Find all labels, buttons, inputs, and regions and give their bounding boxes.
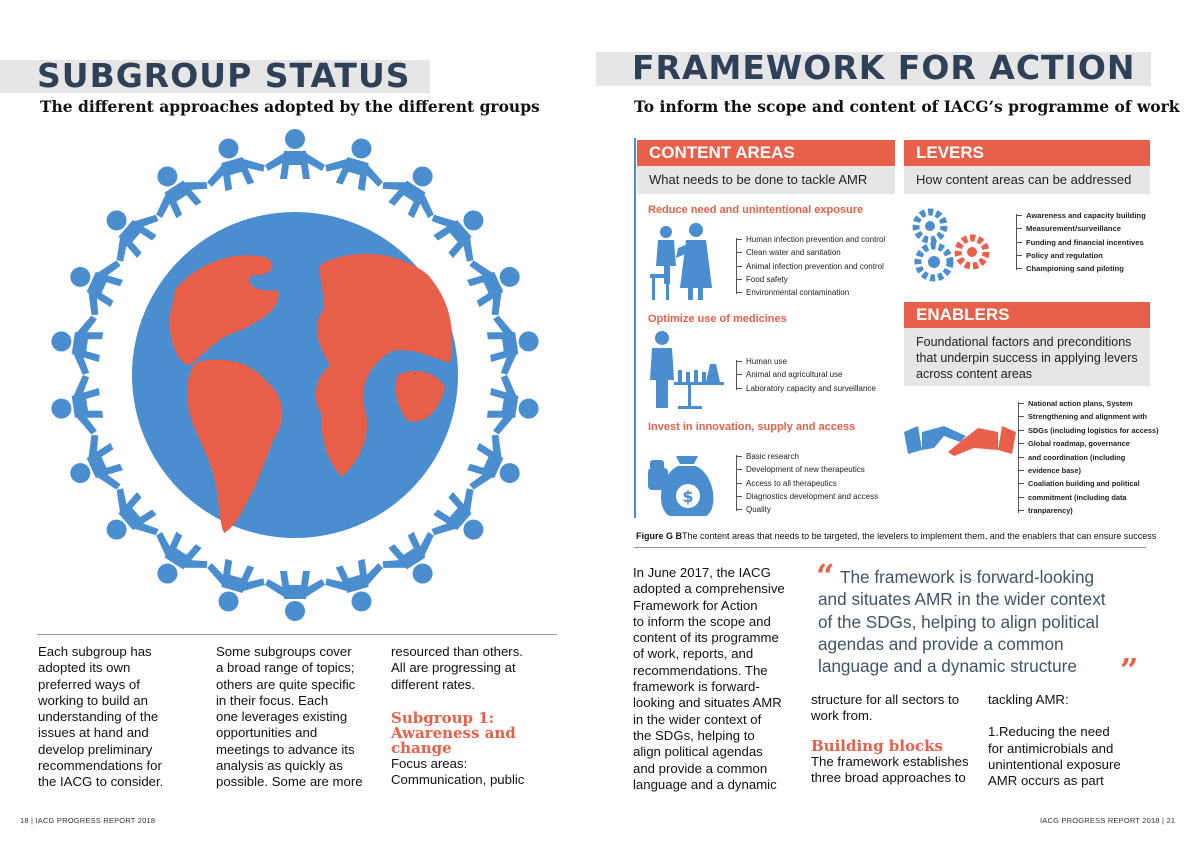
paper-person xyxy=(376,152,454,226)
paper-person xyxy=(376,524,454,598)
paper-person xyxy=(197,130,269,195)
content-areas-rule xyxy=(634,138,636,518)
content-areas-sub: What needs to be done to tackle AMR xyxy=(637,166,895,194)
left-page-subtitle: The different approaches adopted by the different groups xyxy=(40,97,540,116)
paper-person xyxy=(137,524,215,598)
lab-scientist-icon xyxy=(648,330,728,410)
paper-person xyxy=(485,310,543,377)
paper-person xyxy=(265,571,325,621)
pull-quote: The framework is forward-looking and situates AMR in the wider context of the SDGs, helping to align political agendas and provide a common language and a dynamic structure xyxy=(818,567,1106,677)
svg-text:$: $ xyxy=(682,487,694,506)
left-page-title: SUBGROUP STATUS xyxy=(37,56,411,95)
left-divider xyxy=(37,634,557,635)
levers-header: LEVERS xyxy=(904,140,1150,166)
figure-caption: Figure G BThe content areas that needs to be targeted, the levelers to implement them, and the enablers that can ensure success xyxy=(636,531,1157,541)
open-quote-mark: “ xyxy=(816,557,835,595)
right-footer: IACG PROGRESS REPORT 2018 | 21 xyxy=(1040,816,1176,825)
right-col2: structure for all sectors to work from. Building blocks The framework establishes three broad approaches to xyxy=(811,692,981,786)
invest-innovation-items: Basic research Development of new therapeutics Access to all therapeutics Diagnostics development and access Quality xyxy=(736,450,878,516)
left-col1: Each subgroup has adopted its own preferred ways of working to build an understanding of the issues at hand and develop preliminary recommendations for the IACG to consider. xyxy=(38,644,164,790)
levers-sub: How content areas can be addressed xyxy=(904,166,1150,194)
paper-person xyxy=(197,555,269,620)
paper-person xyxy=(424,481,501,559)
optimize-medicines-items: Human use Animal and agricultural use Laboratory capacity and surveillance xyxy=(736,355,876,395)
reduce-need-items: Human infection prevention and control Clean water and sanitation Animal infection prevention and control Food safety Environmental contamination xyxy=(736,233,885,299)
paper-person xyxy=(321,130,393,195)
content-areas-header: CONTENT AREAS xyxy=(637,140,895,166)
paper-person xyxy=(89,191,166,269)
paper-person xyxy=(47,373,105,440)
handshake-icon xyxy=(904,420,1016,460)
building-blocks-heading: Building blocks xyxy=(811,736,943,755)
section-invest-innovation: Invest in innovation, supply and access xyxy=(648,421,856,433)
subgroup-1-heading: Subgroup 1: xyxy=(391,708,495,727)
levers-items: Awareness and capacity building Measurement/surveillance Funding and financial incentives Policy and regulation Championing sand piloting xyxy=(1016,209,1146,275)
paper-person xyxy=(321,555,393,620)
right-page-subtitle: To inform the scope and content of IACG’s programme of work xyxy=(634,97,1180,116)
section-reduce-need: Reduce need and unintentional exposure xyxy=(648,204,864,216)
gears-icon xyxy=(904,204,996,286)
section-optimize-medicines: Optimize use of medicines xyxy=(648,313,787,325)
paper-person xyxy=(47,310,105,377)
paper-person xyxy=(89,481,166,559)
enablers-header: ENABLERS xyxy=(904,302,1150,328)
money-bag-icon xyxy=(648,440,728,520)
right-col1: In June 2017, the IACG adopted a comprehensive Framework for Action to inform the scope and content of its programme of work, reports, and recommendations. The framework is forward- looking and situates AMR in the wider context of the SDGs, helping to align political agendas and provide a common language and a dynamic xyxy=(633,565,785,792)
left-col3: resourced than others. All are progressing at different rates. Subgroup 1: Awareness and change Focus areas: Communication, public xyxy=(391,644,561,788)
globe-people-illustration xyxy=(20,125,560,625)
left-col2: Some subgroups cover a broad range of topics; others are quite specific in their focus. Each one leverages existing opportunities and meetings to advance its analysis as quickly as possible. Some are more xyxy=(216,644,363,790)
paper-person xyxy=(265,129,325,179)
paper-person xyxy=(485,373,543,440)
enablers-items: National action plans, System Strengthening and alignment with SDGs (including logistics for access) Global roadmap, governance and coordination (including evidence base) Coaliation building and political commitment (including data tranparency) xyxy=(1018,397,1159,518)
caption-rule xyxy=(634,547,1146,548)
close-quote-mark: ” xyxy=(1120,651,1139,689)
left-footer: 18 | IACG PROGRESS REPORT 2018 xyxy=(20,816,156,825)
right-page-title: FRAMEWORK FOR ACTION xyxy=(632,48,1136,87)
right-col3: tackling AMR: 1.Reducing the need for antimicrobials and unintentional exposure AMR occurs as part xyxy=(988,692,1121,789)
enablers-sub: Foundational factors and preconditions that underpin success in applying levers across content areas xyxy=(904,328,1150,386)
paper-person xyxy=(424,191,501,269)
doctor-patient-icon xyxy=(648,222,720,302)
paper-person xyxy=(137,152,215,226)
